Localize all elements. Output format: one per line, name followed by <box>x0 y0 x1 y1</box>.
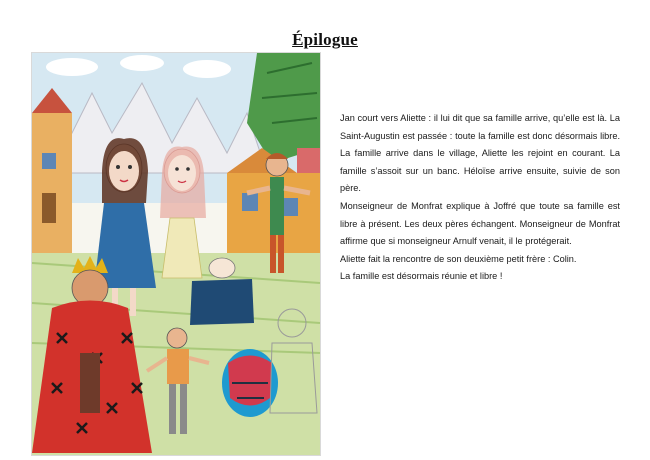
king-tunic <box>80 353 100 413</box>
child-shirt <box>167 349 189 384</box>
boy-shirt <box>270 177 284 235</box>
drawing-canvas <box>32 53 320 455</box>
woman-face-inner <box>109 151 139 191</box>
woman-leg <box>130 288 136 316</box>
house-door <box>42 193 56 223</box>
house-window <box>282 198 298 216</box>
baby-face <box>209 258 235 278</box>
house-window <box>242 193 258 211</box>
woman-eye <box>128 165 132 169</box>
boy-leg <box>278 235 284 273</box>
story-text <box>340 110 620 286</box>
woman-eye <box>116 165 120 169</box>
girl-eye <box>186 167 190 171</box>
child-leg <box>169 384 176 434</box>
child-leg <box>180 384 187 434</box>
girl-eye <box>175 167 179 171</box>
child-face <box>167 328 187 348</box>
paragraph: Monseigneur de Monfrat explique à Joffré que toute sa famille est libre à présent. Les deux pères échangent. Monseigneur de Monfrat affirme que si monseigneur Arnulf venait, il le protégerait. <box>340 200 620 247</box>
paragraph: La famille est désormais réunie et libre ! <box>340 271 503 282</box>
paragraph: Jan court vers Aliette : il lui dit que sa famille arrive, qu’elle est là. La Saint-Augustin est passée : toute la famille est donc désormais libre. La famille arrive dans le village, Aliette les rejoint en courant. La famille s’assoit sur un banc. Héloïse arrive ensuite, suivie de son père. <box>340 113 620 194</box>
cloud <box>46 58 98 76</box>
boy-leg <box>270 235 276 273</box>
woman-dress <box>94 203 156 288</box>
house-left <box>32 113 72 253</box>
cloud <box>120 55 164 71</box>
bench-blanket <box>190 279 254 325</box>
girl-face-inner <box>168 155 196 191</box>
house-window <box>42 153 56 169</box>
childrens-drawing-illustration <box>31 52 321 456</box>
paragraph: Aliette fait la rencontre de son deuxième petit frère : Colin. <box>340 253 577 264</box>
cloud <box>183 60 231 78</box>
girl-dress <box>162 218 202 278</box>
page-title: Épilogue <box>292 30 358 49</box>
